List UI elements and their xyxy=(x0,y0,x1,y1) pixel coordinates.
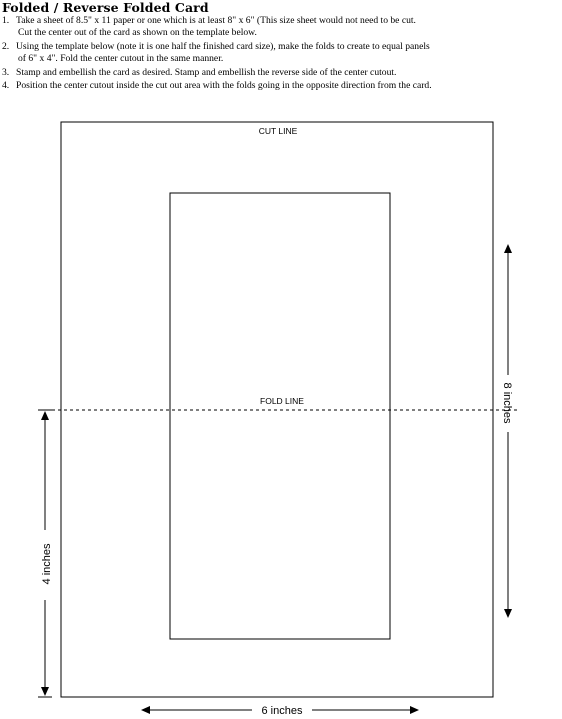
step-text: Cut the center out of the card as shown on the template below. xyxy=(18,27,257,38)
step-text: Stamp and embellish the card as desired. Stamp and embellish the reverse side of the center cutout. xyxy=(16,67,397,78)
half-height-label: 4 inches xyxy=(41,543,53,585)
cut-line-label: CUT LINE xyxy=(258,126,298,136)
step-number: 2. xyxy=(2,41,10,52)
width-dimension xyxy=(142,705,418,717)
step-text: Position the center cutout inside the cut out area with the folds going in the opposite direction from the card. xyxy=(16,80,432,91)
height-dimension xyxy=(501,245,513,617)
step-number: 1. xyxy=(2,15,10,26)
fold-line-label: FOLD LINE xyxy=(260,396,304,406)
height-label: 8 inches xyxy=(501,382,513,424)
half-height-dimension xyxy=(38,410,53,697)
step-number: 4. xyxy=(2,80,10,91)
step-number: 3. xyxy=(2,67,10,78)
step-text: Take a sheet of 8.5" x 11 paper or one which is at least 8" x 6" (This size sheet would not need to be cut. xyxy=(16,15,416,26)
width-label: 6 inches xyxy=(261,705,303,717)
step-text: Using the template below (note it is one half the finished card size), make the folds to create to equal panels xyxy=(16,41,430,52)
center-cutout xyxy=(170,193,390,639)
step-text: of 6" x 4". Fold the center cutout in the same manner. xyxy=(18,53,224,64)
page-title: Folded / Reverse Folded Card xyxy=(2,0,209,15)
